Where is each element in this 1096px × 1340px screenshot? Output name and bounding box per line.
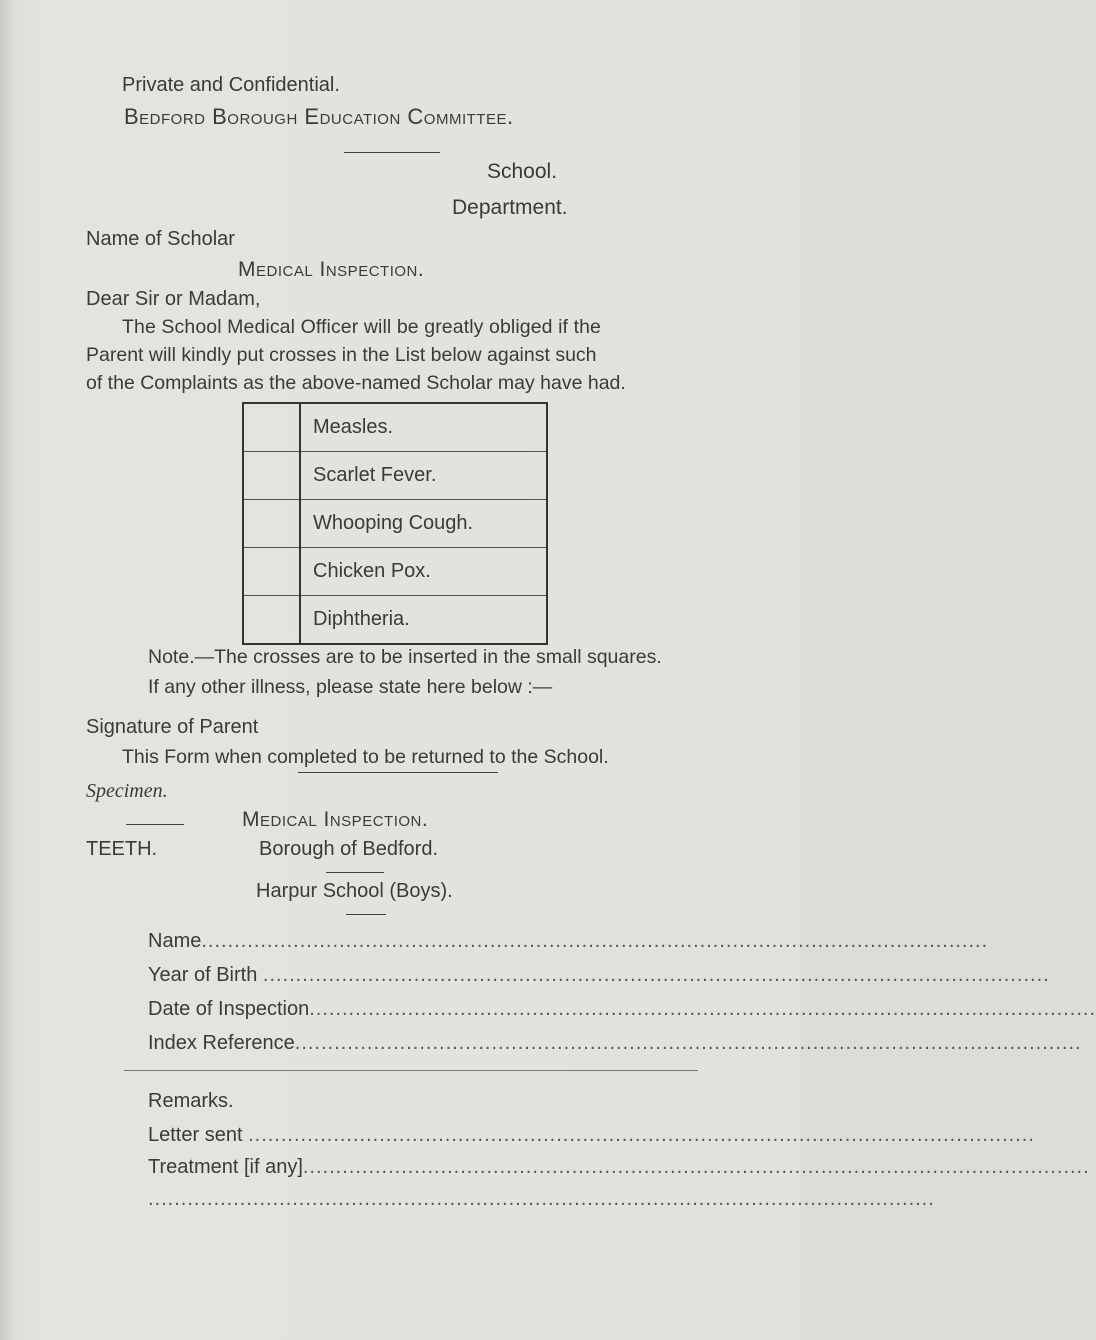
school-label: School.: [487, 160, 558, 183]
field-row: [148, 998, 1096, 1021]
cross-box[interactable]: [243, 596, 300, 645]
dash: [126, 824, 184, 825]
letter-body-line: of the Complaints as the above-named Scholar may have had.: [86, 372, 626, 394]
complaint-label: Measles.: [300, 403, 547, 452]
field-row: [148, 1156, 1090, 1179]
divider: [346, 914, 386, 915]
cross-box[interactable]: [243, 500, 300, 548]
specimen-label: Specimen.: [86, 780, 168, 802]
table-row: [243, 500, 547, 548]
signature-label: Signature of Parent: [86, 716, 259, 738]
divider: [298, 772, 498, 773]
divider: [124, 1070, 698, 1071]
specimen-school: Harpur School (Boys).: [256, 880, 453, 902]
dotted-line[interactable]: ........................................................................................................................: [248, 1124, 1035, 1146]
field-row: [148, 1032, 1082, 1055]
cross-box[interactable]: [243, 403, 300, 452]
field-label: Date of Inspection: [148, 998, 310, 1020]
committee-heading: Bedford Borough Education Committee.: [124, 104, 514, 129]
dotted-line[interactable]: ........................................................................................................................: [262, 964, 1050, 986]
field-label: Index Reference: [148, 1032, 295, 1054]
teeth-label: TEETH.: [86, 838, 158, 860]
complaint-label: Chicken Pox.: [300, 548, 547, 596]
complaints-table: [242, 402, 548, 645]
table-row: [243, 452, 547, 500]
complaint-label: Diphtheria.: [300, 596, 547, 645]
department-label: Department.: [452, 196, 568, 219]
field-row: [148, 1188, 935, 1211]
cross-box[interactable]: [243, 452, 300, 500]
cross-box[interactable]: [243, 548, 300, 596]
field-label: Year of Birth: [148, 964, 258, 986]
dotted-line[interactable]: ........................................................................................................................: [309, 998, 1096, 1020]
note-line: Note.—The crosses are to be inserted in the small squares.: [148, 646, 662, 668]
remarks-label: Remarks.: [148, 1090, 234, 1112]
letter-body-line: Parent will kindly put crosses in the List below against such: [86, 344, 597, 366]
dotted-line[interactable]: ........................................................................................................................: [294, 1032, 1082, 1054]
letter-body-line: The School Medical Officer will be greatly obliged if the: [122, 316, 601, 338]
table-row: [243, 403, 547, 452]
dotted-line[interactable]: ........................................................................................................................: [302, 1156, 1090, 1178]
field-row: [148, 964, 1050, 987]
field-row: [148, 1124, 1035, 1147]
field-label: Letter sent: [148, 1124, 243, 1146]
field-label: Name: [148, 930, 202, 952]
borough-label: Borough of Bedford.: [259, 838, 439, 860]
divider: [326, 872, 384, 873]
field-label: Treatment [if any]: [148, 1156, 303, 1178]
return-note: This Form when completed to be returned to the School.: [122, 746, 609, 768]
table-row: [243, 596, 547, 645]
complaint-label: Whooping Cough.: [300, 500, 547, 548]
note-line: If any other illness, please state here below :—: [148, 676, 553, 698]
salutation: Dear Sir or Madam,: [86, 288, 261, 310]
medical-inspection-title: Medical Inspection.: [238, 258, 425, 281]
specimen-title: Medical Inspection.: [242, 808, 429, 831]
table-row: [243, 548, 547, 596]
scholar-name-label: Name of Scholar: [86, 228, 235, 250]
confidential-label: Private and Confidential.: [122, 74, 340, 96]
divider: [344, 152, 440, 153]
complaint-label: Scarlet Fever.: [300, 452, 547, 500]
dotted-line[interactable]: ........................................................................................................................: [201, 930, 989, 952]
field-row: [148, 930, 989, 953]
dotted-line[interactable]: ........................................................................................................................: [148, 1188, 935, 1210]
